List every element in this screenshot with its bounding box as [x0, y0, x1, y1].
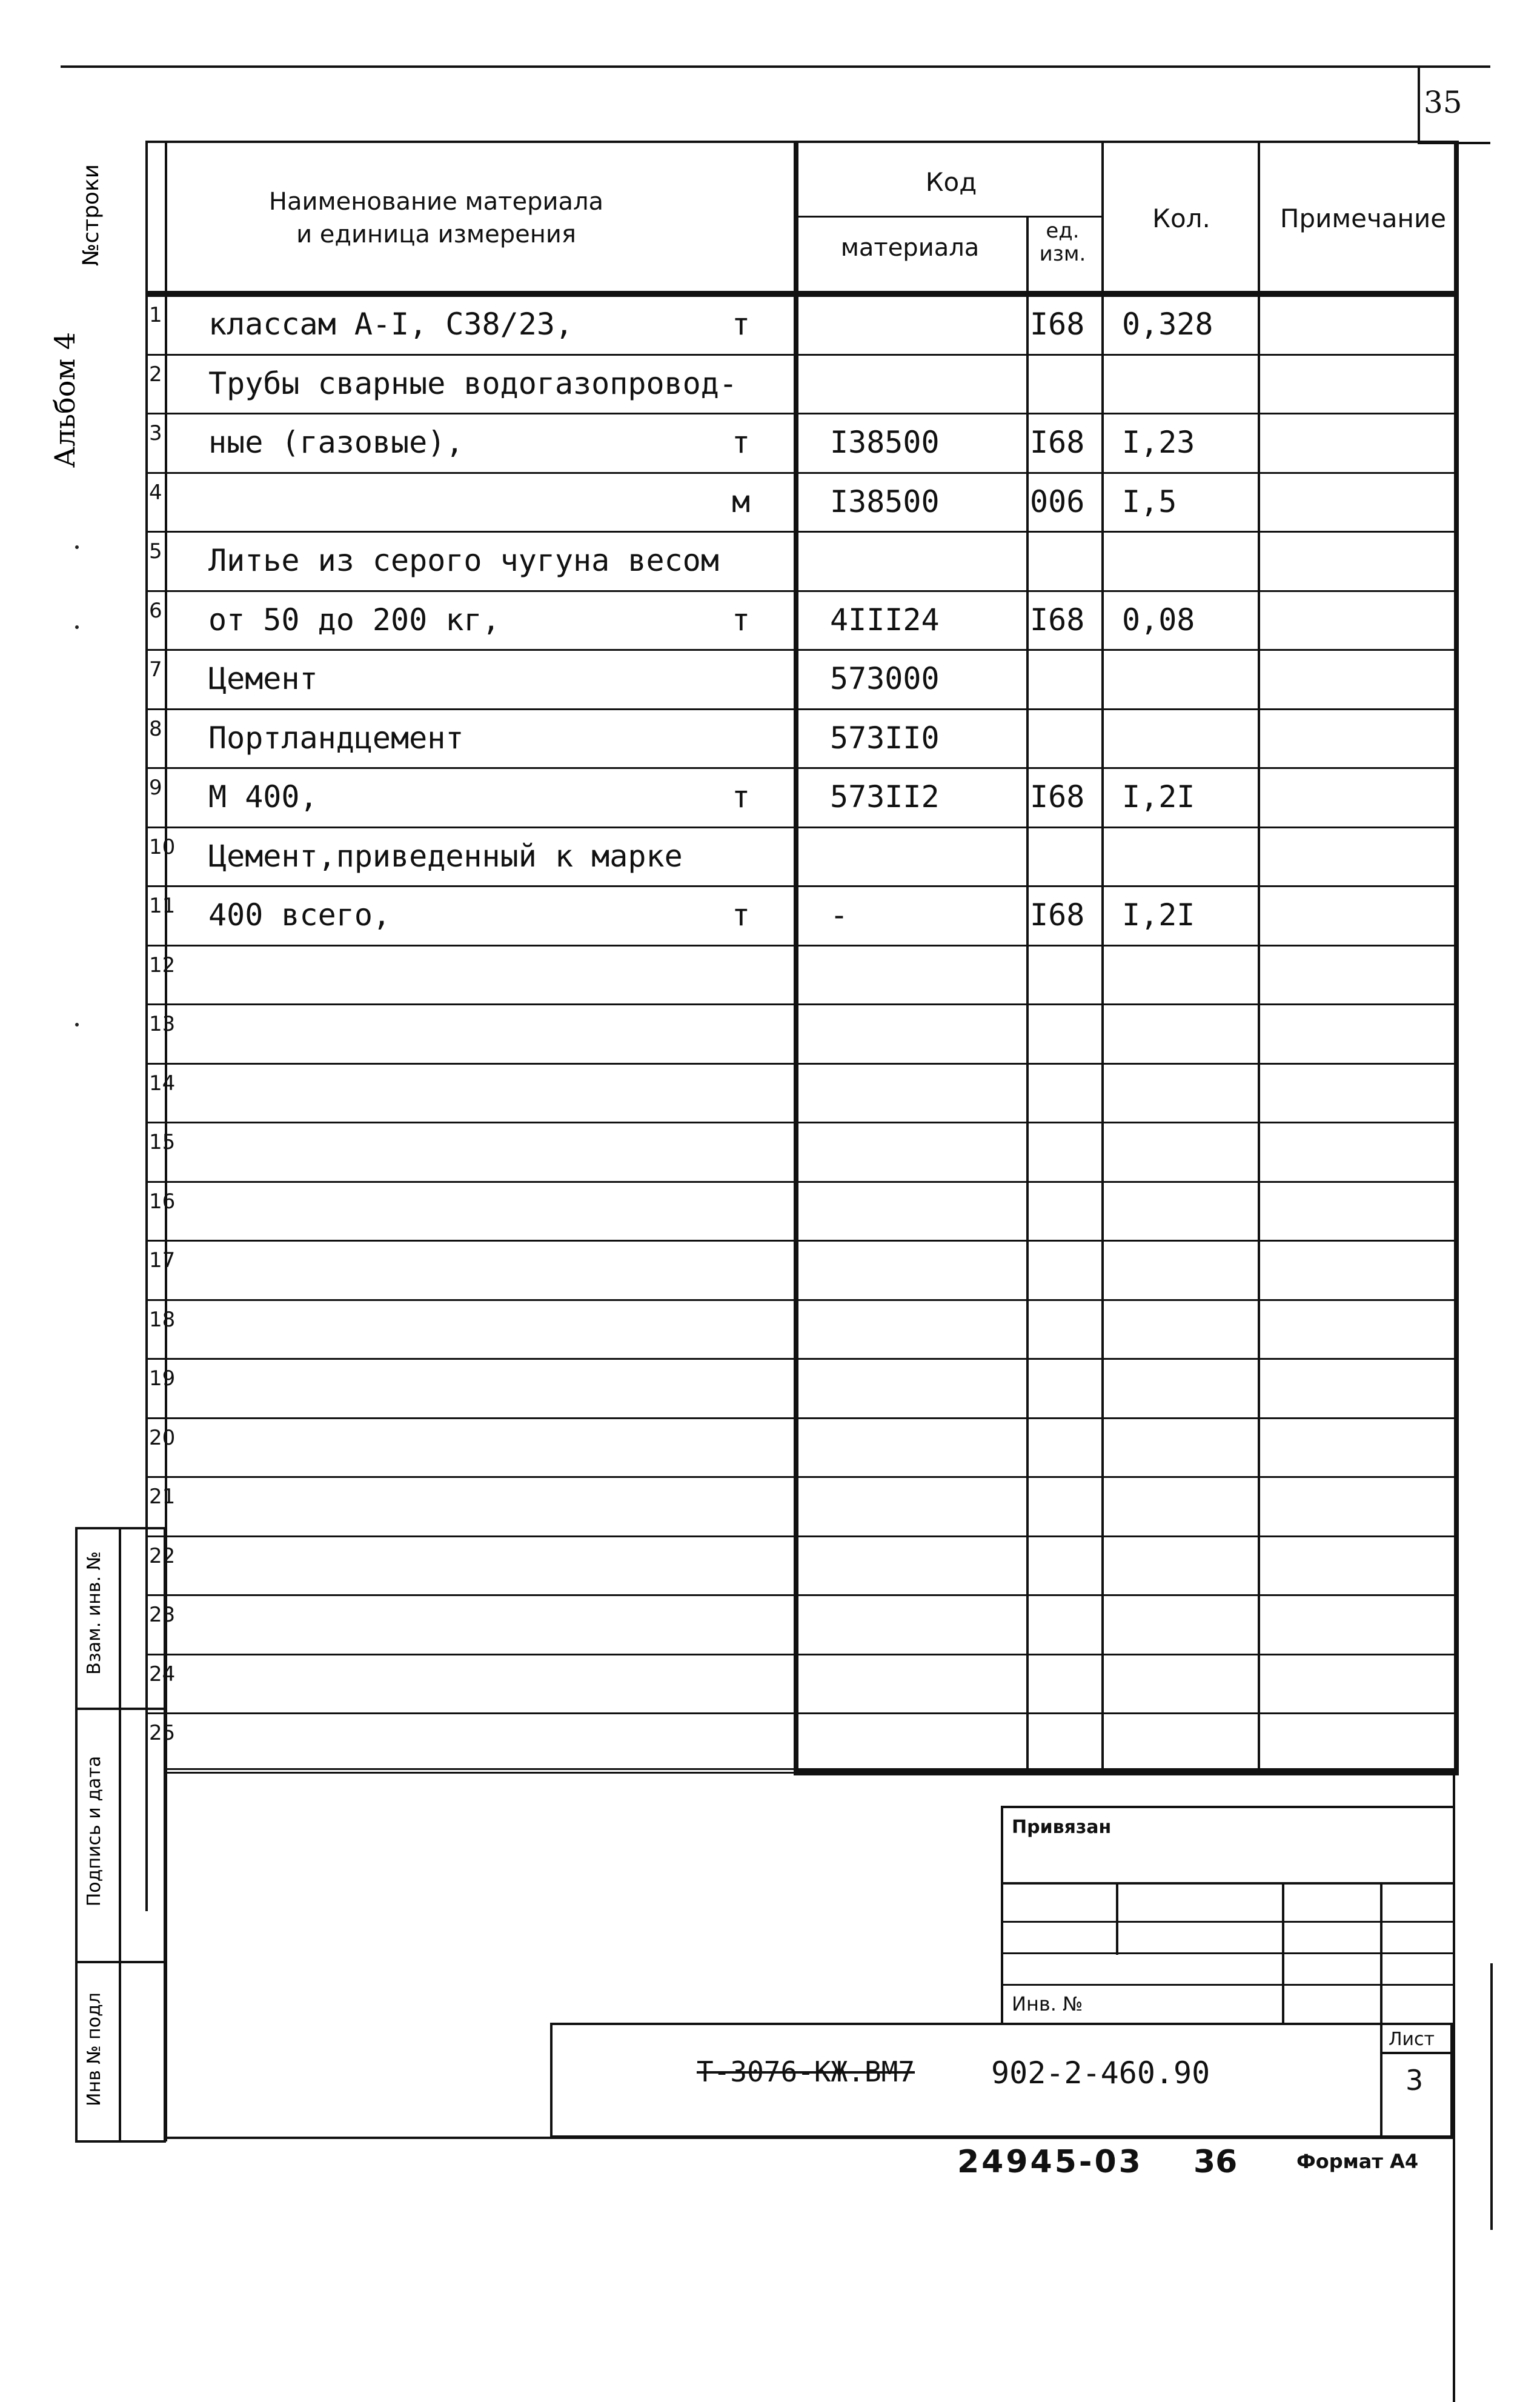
row-line	[145, 531, 1454, 533]
row-material-code: I38500	[830, 425, 940, 460]
stamp-priv-left	[1001, 1806, 1003, 2025]
row-quantity: I,23	[1122, 425, 1195, 460]
row-number: 1	[149, 303, 162, 327]
hand-number: 24945-03	[957, 2144, 1143, 2180]
row-number: 8	[149, 716, 162, 741]
row-material-code: 573II0	[830, 720, 940, 756]
row-unit-code: I68	[1030, 307, 1085, 342]
header-name: Наименование материала и единица измерения	[268, 188, 604, 248]
row-number: 14	[149, 1071, 176, 1096]
row-name: классам А-I, С38/23,	[208, 307, 574, 342]
inv-podl-label: Инв № подл	[84, 1992, 105, 2106]
inv-no-label: Инв. №	[1012, 1992, 1083, 2015]
lower-frame-left	[165, 1772, 167, 2141]
row-number: 25	[149, 1721, 176, 1745]
row-number: 18	[149, 1307, 176, 1332]
row-material-code: -	[830, 897, 849, 933]
row-unit-letter: т	[732, 425, 751, 460]
row-number: 22	[149, 1543, 176, 1568]
col-line-unit	[1101, 141, 1104, 1772]
row-line	[145, 1417, 1454, 1419]
header-unit: ед. изм.	[1039, 219, 1086, 266]
row-line	[145, 413, 1454, 414]
row-line	[145, 1181, 1454, 1183]
row-line	[145, 827, 1454, 828]
row-material-code: 573000	[830, 661, 940, 696]
row-unit-code: I68	[1030, 602, 1085, 637]
row-number: 7	[149, 657, 162, 682]
row-line	[145, 649, 1454, 651]
row-quantity: I,2I	[1122, 779, 1195, 814]
row-material-code: I38500	[830, 484, 940, 519]
row-name: Портландцемент	[208, 720, 464, 756]
row-number: 3	[149, 421, 162, 445]
col-line-right	[1454, 141, 1459, 1772]
row-name: от 50 до 200 кг,	[208, 602, 500, 637]
header-note: Примечание	[1279, 204, 1447, 233]
podpis-data-label: Подпись и дата	[84, 1755, 105, 1907]
list-value: 3	[1406, 2064, 1424, 2097]
row-number: 16	[149, 1189, 176, 1214]
code-subheader-line	[794, 216, 1101, 218]
col-line-qty	[1258, 141, 1260, 1772]
row-unit-code: I68	[1030, 779, 1085, 814]
row-number: 10	[149, 834, 176, 859]
table-bottom-bold	[794, 1769, 1459, 1775]
row-line	[145, 354, 1454, 356]
row-material-code: 4III24	[830, 602, 940, 637]
row-line	[145, 1712, 1454, 1714]
row-line	[145, 472, 1454, 474]
table-bottom-line	[165, 1772, 795, 1774]
row-number: 2	[149, 362, 162, 387]
stamp-priv-line-4	[1001, 1984, 1453, 1986]
header-row-number: №строки	[79, 164, 104, 267]
header-quantity: Кол.	[1152, 204, 1210, 233]
row-unit-letter: т	[732, 897, 751, 933]
row-line	[145, 945, 1454, 946]
row-material-code: 573II2	[830, 779, 940, 814]
stamp-priv-col-1	[1116, 1882, 1118, 1955]
stamp-priv-line-3	[1001, 1952, 1453, 1954]
title-block-list-line	[1380, 2052, 1453, 2054]
row-unit-code: I68	[1030, 425, 1085, 460]
stamp-priv-top	[1001, 1806, 1453, 1808]
col-line-name	[794, 141, 798, 1772]
row-number: 9	[149, 776, 162, 800]
stamp-priv-line-2	[1001, 1921, 1453, 1923]
header-code: Код	[925, 167, 977, 197]
row-number: 17	[149, 1248, 176, 1273]
row-line	[145, 1476, 1454, 1478]
row-name: Литье из серого чугуна весом	[208, 543, 719, 578]
row-unit-code: I68	[1030, 897, 1085, 933]
row-name: Цемент	[208, 661, 318, 696]
row-unit-letter: м	[732, 484, 751, 519]
list-label: Лист	[1389, 2029, 1435, 2050]
row-line	[145, 590, 1454, 592]
row-line	[145, 1003, 1454, 1005]
privyazan-label: Привязан	[1012, 1817, 1112, 1838]
row-quantity: I,5	[1122, 484, 1177, 519]
row-name: ные (газовые),	[208, 425, 464, 460]
row-number: 19	[149, 1366, 176, 1391]
doc-old-code: Т-3076-КЖ.ВМ7	[697, 2055, 915, 2088]
album-label: Альбом 4	[48, 331, 81, 468]
lower-frame-line	[165, 1768, 1454, 1770]
row-name: Трубы сварные водогазопровод-	[208, 365, 737, 401]
row-line	[145, 767, 1454, 769]
row-quantity: I,2I	[1122, 897, 1195, 933]
vzam-inv-label: Взам. инв. №	[84, 1551, 105, 1675]
row-number: 4	[149, 480, 162, 505]
row-number: 5	[149, 539, 162, 564]
row-unit-letter: т	[732, 307, 751, 342]
right-edge-mark	[1490, 1963, 1493, 2230]
row-line	[145, 1654, 1454, 1655]
row-unit-letter: т	[732, 779, 751, 814]
col-line-left	[145, 141, 148, 1911]
row-line	[145, 1063, 1454, 1065]
row-number: 20	[149, 1425, 176, 1450]
row-line	[145, 708, 1454, 710]
row-quantity: 0,08	[1122, 602, 1195, 637]
sheet-number: 35	[1424, 85, 1462, 120]
format-label: Формат А4	[1296, 2150, 1419, 2173]
row-name: Цемент,приведенный к марке	[208, 838, 683, 874]
row-name: 400 всего,	[208, 897, 391, 933]
lower-frame-right	[1453, 1772, 1455, 2402]
row-name: М 400,	[208, 779, 318, 814]
row-unit-code: 006	[1030, 484, 1085, 519]
row-number: 6	[149, 598, 162, 623]
row-line	[145, 885, 1454, 887]
col-line-material	[1026, 216, 1029, 1772]
doc-code: 902-2-460.90	[991, 2055, 1210, 2091]
row-line	[145, 1535, 1454, 1537]
row-number: 21	[149, 1485, 176, 1509]
row-number: 13	[149, 1012, 176, 1036]
row-line	[145, 1358, 1454, 1360]
header-material-code: материала	[840, 234, 980, 262]
row-line	[145, 1299, 1454, 1301]
row-number: 11	[149, 894, 176, 918]
row-number: 23	[149, 1603, 176, 1627]
title-block-list-divider	[1380, 2023, 1382, 2138]
row-unit-letter: т	[732, 602, 751, 637]
row-number: 24	[149, 1662, 176, 1686]
row-quantity: 0,328	[1122, 307, 1213, 342]
stamp-priv-col-3	[1380, 1882, 1382, 2025]
stamp-priv-col-2	[1282, 1882, 1284, 2025]
row-line	[145, 1122, 1454, 1123]
row-line	[145, 1240, 1454, 1242]
stamp-priv-line-1	[1001, 1882, 1453, 1885]
row-number: 12	[149, 953, 176, 977]
hand-page: 36	[1193, 2144, 1238, 2180]
row-number: 15	[149, 1130, 176, 1154]
row-line	[145, 1594, 1454, 1596]
